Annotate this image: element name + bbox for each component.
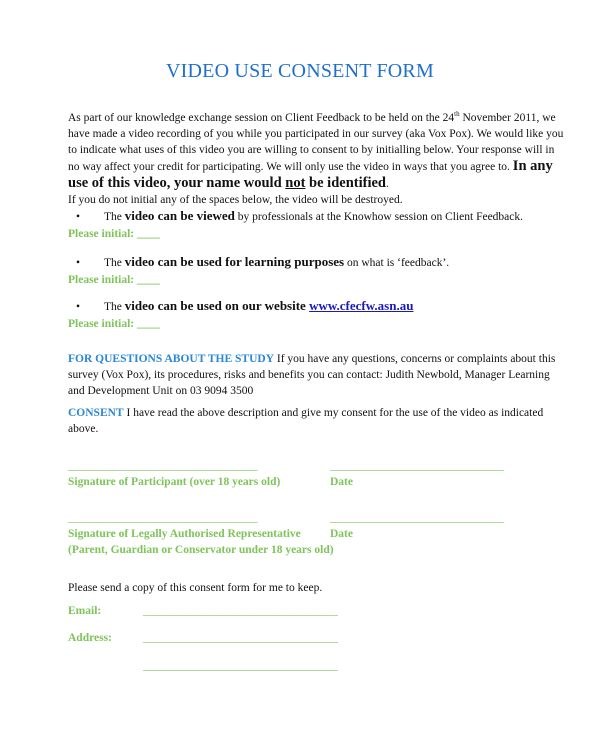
questions-paragraph bbox=[68, 351, 568, 399]
option-prefix: The bbox=[104, 211, 125, 223]
option-bold: video can be viewed bbox=[124, 208, 235, 223]
questions-heading: FOR QUESTIONS ABOUT THE STUDY bbox=[68, 353, 274, 365]
representative-signature-line[interactable]: ____________________________________ bbox=[68, 512, 257, 524]
initial-field-2[interactable]: Please initial: ____ bbox=[68, 274, 160, 286]
intro-text-1: As part of our knowledge exchange session on Client Feedback to be held on the 24 bbox=[68, 111, 455, 124]
participant-signature-line[interactable]: ____________________________________ bbox=[68, 460, 257, 472]
address-field-2[interactable]: _____________________________________ bbox=[143, 660, 338, 672]
intro-text-2: November 2011, we have made a video recording of you while you participated in our survey (aka Vox Pox). We would like you to indicate what uses of this video you are willing to consent to by initialling below. Your response will in no way affect your credit for participating. We will only use the video in ways that you agree to. bbox=[68, 111, 564, 173]
intro-last-line: If you do not initial any of the spaces below, the video will be destroyed. bbox=[68, 193, 403, 206]
representative-signature-block bbox=[68, 510, 334, 558]
questions-text: If you have any questions, concerns or complaints about this survey (Vox Pox), its procedures, risks and benefits you can contact: Judith Newbold, Manager Learning and Development Unit on 03 9094 3500 bbox=[68, 353, 556, 397]
address-field-1[interactable]: _____________________________________ bbox=[143, 632, 338, 644]
initial-field-1[interactable]: Please initial: ____ bbox=[68, 228, 160, 240]
participant-signature-block bbox=[68, 458, 280, 490]
representative-note: (Parent, Guardian or Conservator under 18 years old) bbox=[68, 544, 334, 556]
consent-heading: CONSENT bbox=[68, 407, 124, 419]
email-field[interactable]: _____________________________________ bbox=[143, 605, 338, 617]
email-field-row bbox=[68, 605, 337, 617]
representative-date-block bbox=[330, 510, 503, 542]
website-link[interactable]: www.cfecfw.asn.au bbox=[309, 298, 414, 313]
consent-text: I have read the above description and give my consent for the use of the video as indicated above. bbox=[68, 407, 544, 435]
identity-period: . bbox=[385, 177, 389, 190]
identity-statement-not: not bbox=[285, 174, 306, 191]
representative-signature-label: Signature of Legally Authorised Representative bbox=[68, 528, 301, 540]
consent-option-viewed bbox=[68, 207, 578, 243]
consent-paragraph bbox=[68, 405, 568, 437]
consent-option-learning bbox=[68, 253, 578, 289]
initial-field-3[interactable]: Please initial: ____ bbox=[68, 318, 160, 330]
option-suffix: on what is ‘feedback’. bbox=[344, 257, 450, 269]
address-field-row-2 bbox=[68, 660, 337, 672]
option-prefix: The bbox=[104, 301, 125, 313]
address-field-row bbox=[68, 632, 337, 644]
participant-date-block bbox=[330, 458, 503, 490]
representative-date-line[interactable]: _________________________________ bbox=[330, 512, 504, 524]
participant-date-label: Date bbox=[330, 476, 353, 488]
identity-statement-b: be identified bbox=[305, 174, 386, 191]
option-prefix: The bbox=[104, 257, 125, 269]
page-title: VIDEO USE CONSENT FORM bbox=[166, 60, 434, 82]
bullet-dot: • bbox=[76, 211, 81, 223]
representative-date-label: Date bbox=[330, 528, 353, 540]
option-suffix: by professionals at the Knowhow session on Client Feedback. bbox=[234, 211, 524, 223]
participant-date-line[interactable]: _________________________________ bbox=[330, 460, 504, 472]
identity-statement-a: In any use of this video, your name would bbox=[68, 157, 553, 191]
email-label: Email: bbox=[68, 605, 102, 617]
participant-signature-label: Signature of Participant (over 18 years old) bbox=[68, 476, 281, 488]
intro-paragraph bbox=[68, 106, 568, 208]
intro-sup: th bbox=[454, 110, 460, 118]
copy-note: Please send a copy of this consent form for me to keep. bbox=[68, 582, 323, 594]
option-bold: video can be used on our website bbox=[124, 298, 310, 313]
consent-option-website bbox=[68, 297, 578, 333]
address-label: Address: bbox=[68, 632, 112, 644]
option-bold: video can be used for learning purposes bbox=[124, 254, 345, 269]
bullet-dot: • bbox=[76, 301, 81, 313]
bullet-dot: • bbox=[76, 257, 81, 269]
